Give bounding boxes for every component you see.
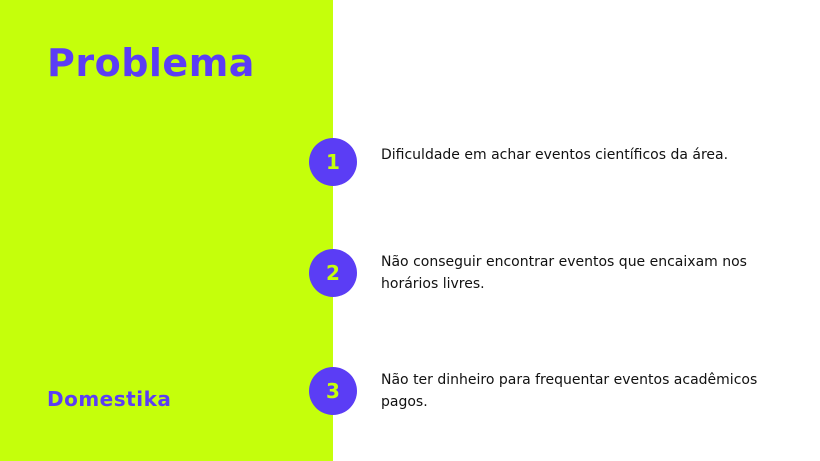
item-text: Não conseguir encontrar eventos que encaixam nos horários livres.	[381, 254, 747, 292]
item-text: Dificuldade em achar eventos científicos da área.	[381, 147, 729, 163]
page-title: Problema	[47, 41, 255, 85]
item-number-badge: 3	[309, 367, 357, 415]
item-number-badge: 1	[309, 138, 357, 186]
item-number-badge: 2	[309, 249, 357, 297]
item-text: Não ter dinheiro para frequentar eventos acadêmicos pagos.	[381, 372, 758, 410]
brand-label: Domestika	[47, 387, 172, 411]
